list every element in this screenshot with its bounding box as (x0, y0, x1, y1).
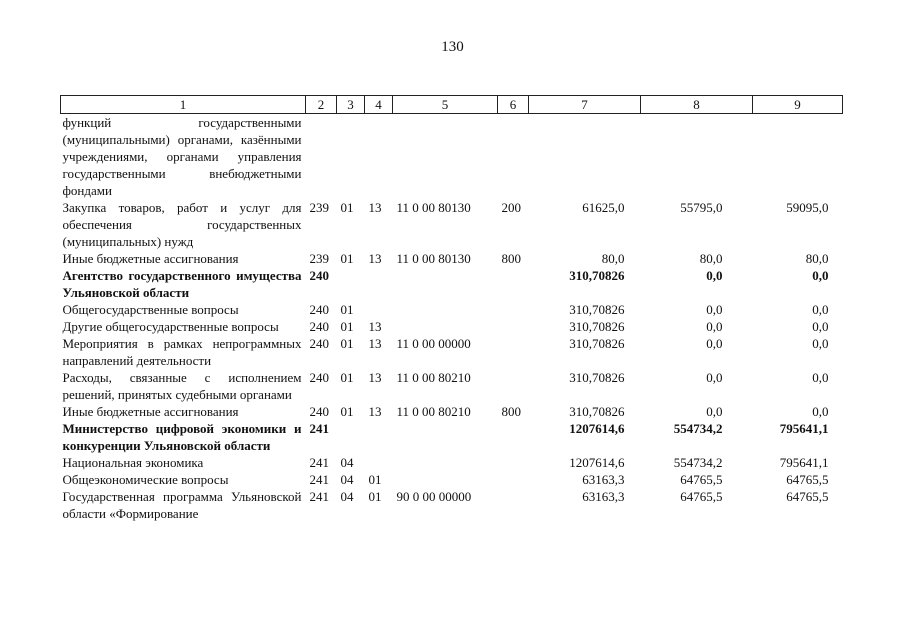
row-name-cell: Национальная экономика (62, 455, 204, 470)
amount-col8-cell: 64765,5 (680, 472, 723, 487)
table-row (61, 318, 843, 335)
subsection-cell (365, 420, 393, 454)
table-row (61, 199, 843, 250)
amount-col7-cell: 63163,3 (582, 489, 625, 504)
target-article-cell (393, 301, 498, 318)
subsection-cell: 13 (368, 251, 382, 266)
subsection-cell: 13 (368, 370, 382, 385)
expense-type-cell (498, 114, 529, 200)
code-cell: 239 (309, 251, 329, 266)
code-cell: 240 (309, 370, 329, 385)
row-name-cell: Иные бюджетные ассигнования (62, 251, 239, 266)
amount-col8-cell: 80,0 (699, 251, 723, 266)
target-article-cell (393, 318, 498, 335)
table-row (61, 471, 843, 488)
section-cell: 04 (340, 455, 354, 470)
section-cell: 01 (340, 302, 354, 317)
table-row (61, 454, 843, 471)
header-cell-8: 8 (641, 96, 753, 114)
code-cell: 239 (309, 200, 329, 215)
amount-col7-cell: 1207614,6 (569, 455, 625, 470)
amount-col9-cell: 80,0 (805, 251, 829, 266)
expense-type-cell (498, 488, 529, 522)
table-header (61, 96, 843, 114)
amount-col7-cell: 310,70826 (569, 404, 625, 419)
target-article-cell (393, 114, 498, 200)
amount-col7-cell: 1207614,6 (569, 421, 625, 436)
row-name-cell: Общегосударственные вопросы (62, 302, 239, 317)
expense-type-cell (498, 369, 529, 403)
table-body (61, 114, 843, 523)
row-name-cell: Закупка товаров, работ и услуг для обеспечения государственных (муниципальных) нужд (62, 200, 302, 249)
header-cell-1: 1 (61, 96, 306, 114)
amount-col9-cell: 0,0 (812, 319, 829, 334)
code-cell: 240 (309, 302, 329, 317)
header-cell-9: 9 (753, 96, 843, 114)
amount-col9-cell: 795641,1 (779, 421, 829, 436)
amount-col8-cell: 0,0 (706, 370, 723, 385)
table-row (61, 250, 843, 267)
expense-type-cell (498, 335, 529, 369)
section-cell: 01 (340, 404, 354, 419)
row-name-cell: Государственная программа Ульяновской области «Формирование (62, 489, 302, 521)
amount-col9-cell: 0,0 (812, 404, 829, 419)
expense-type-cell (498, 301, 529, 318)
target-article-cell (393, 471, 498, 488)
target-article-cell: 11 0 00 80130 (396, 251, 471, 266)
section-cell (337, 420, 365, 454)
code-cell: 240 (309, 336, 329, 351)
amount-col9-cell: 0,0 (812, 336, 829, 351)
amount-col9-cell: 795641,1 (779, 455, 829, 470)
section-cell: 01 (340, 336, 354, 351)
amount-col7-cell: 61625,0 (582, 200, 625, 215)
expense-type-cell (498, 454, 529, 471)
expense-type-cell: 800 (501, 251, 521, 266)
amount-col8-cell: 554734,2 (673, 455, 723, 470)
target-article-cell (393, 420, 498, 454)
amount-col9-cell: 64765,5 (786, 489, 829, 504)
row-name-cell: Расходы, связанные с исполнением решений, принятых судебными органами (62, 370, 302, 402)
amount-col7-cell (529, 114, 641, 200)
target-article-cell: 11 0 00 00000 (396, 336, 471, 351)
amount-col7-cell: 310,70826 (569, 370, 625, 385)
subsection-cell: 01 (368, 472, 382, 487)
row-name-cell: Агентство государственного имущества Ульяновской области (62, 268, 302, 300)
subsection-cell: 13 (368, 404, 382, 419)
subsection-cell: 13 (368, 319, 382, 334)
subsection-cell: 01 (368, 489, 382, 504)
expense-type-cell: 800 (501, 404, 521, 419)
row-name-cell: Мероприятия в рамках непрограммных направлений деятельности (62, 336, 302, 368)
amount-col8-cell: 55795,0 (680, 200, 723, 215)
table-row (61, 420, 843, 454)
subsection-cell (365, 454, 393, 471)
expense-type-cell (498, 318, 529, 335)
header-row (61, 96, 843, 114)
table-row (61, 114, 843, 200)
amount-col8-cell: 554734,2 (673, 421, 723, 436)
target-article-cell (393, 454, 498, 471)
table-row (61, 403, 843, 420)
amount-col9-cell: 64765,5 (786, 472, 829, 487)
amount-col7-cell: 310,70826 (569, 268, 625, 283)
code-cell (306, 114, 337, 200)
header-cell-2: 2 (306, 96, 337, 114)
row-name-cell: Иные бюджетные ассигнования (62, 404, 239, 419)
code-cell: 240 (309, 404, 329, 419)
table-row (61, 488, 843, 522)
header-cell-4: 4 (365, 96, 393, 114)
budget-table (60, 95, 843, 522)
row-name-cell: Общеэкономические вопросы (62, 472, 229, 487)
expense-type-cell (498, 471, 529, 488)
section-cell: 04 (340, 472, 354, 487)
row-name-cell: Другие общегосударственные вопросы (62, 319, 279, 334)
subsection-cell (365, 301, 393, 318)
header-cell-6: 6 (498, 96, 529, 114)
table-row (61, 369, 843, 403)
code-cell: 241 (309, 455, 329, 470)
subsection-cell (365, 114, 393, 200)
subsection-cell: 13 (368, 336, 382, 351)
amount-col8-cell: 0,0 (706, 319, 723, 334)
header-cell-5: 5 (393, 96, 498, 114)
code-cell: 241 (309, 421, 329, 436)
expense-type-cell (498, 420, 529, 454)
code-cell: 241 (309, 472, 329, 487)
amount-col9-cell: 0,0 (812, 268, 829, 283)
amount-col7-cell: 310,70826 (569, 319, 625, 334)
section-cell: 01 (340, 319, 354, 334)
amount-col9-cell: 59095,0 (786, 200, 829, 215)
amount-col8-cell: 0,0 (706, 404, 723, 419)
target-article-cell: 11 0 00 80210 (396, 404, 471, 419)
row-name-cell: Министерство цифровой экономики и конкуренции Ульяновской области (62, 421, 302, 453)
header-cell-7: 7 (529, 96, 641, 114)
table-row (61, 301, 843, 318)
page-number: 130 (441, 39, 464, 55)
amount-col7-cell: 63163,3 (582, 472, 625, 487)
section-cell (337, 267, 365, 301)
section-cell (337, 114, 365, 200)
section-cell: 01 (340, 200, 354, 215)
section-cell: 01 (340, 370, 354, 385)
subsection-cell: 13 (368, 200, 382, 215)
code-cell: 241 (309, 489, 329, 504)
amount-col7-cell: 310,70826 (569, 336, 625, 351)
amount-col8-cell: 64765,5 (680, 489, 723, 504)
amount-col8-cell (641, 114, 753, 200)
amount-col8-cell: 0,0 (706, 268, 723, 283)
target-article-cell (393, 267, 498, 301)
amount-col9-cell: 0,0 (812, 370, 829, 385)
expense-type-cell (498, 267, 529, 301)
section-cell: 04 (340, 489, 354, 504)
amount-col9-cell: 0,0 (812, 302, 829, 317)
table-row (61, 335, 843, 369)
amount-col7-cell: 80,0 (601, 251, 625, 266)
header-cell-3: 3 (337, 96, 365, 114)
section-cell: 01 (340, 251, 354, 266)
amount-col9-cell (753, 114, 843, 200)
code-cell: 240 (309, 319, 329, 334)
table-row (61, 267, 843, 301)
amount-col8-cell: 0,0 (706, 336, 723, 351)
target-article-cell: 90 0 00 00000 (396, 489, 472, 504)
target-article-cell: 11 0 00 80130 (396, 200, 471, 215)
expense-type-cell: 200 (501, 200, 521, 215)
row-name-cell: функций государственными (муниципальными) органами, казёнными учреждениями, органами управления государственными внебюджетными фондами (62, 115, 302, 198)
code-cell: 240 (309, 268, 329, 283)
subsection-cell (365, 267, 393, 301)
target-article-cell: 11 0 00 80210 (396, 370, 471, 385)
amount-col8-cell: 0,0 (706, 302, 723, 317)
amount-col7-cell: 310,70826 (569, 302, 625, 317)
